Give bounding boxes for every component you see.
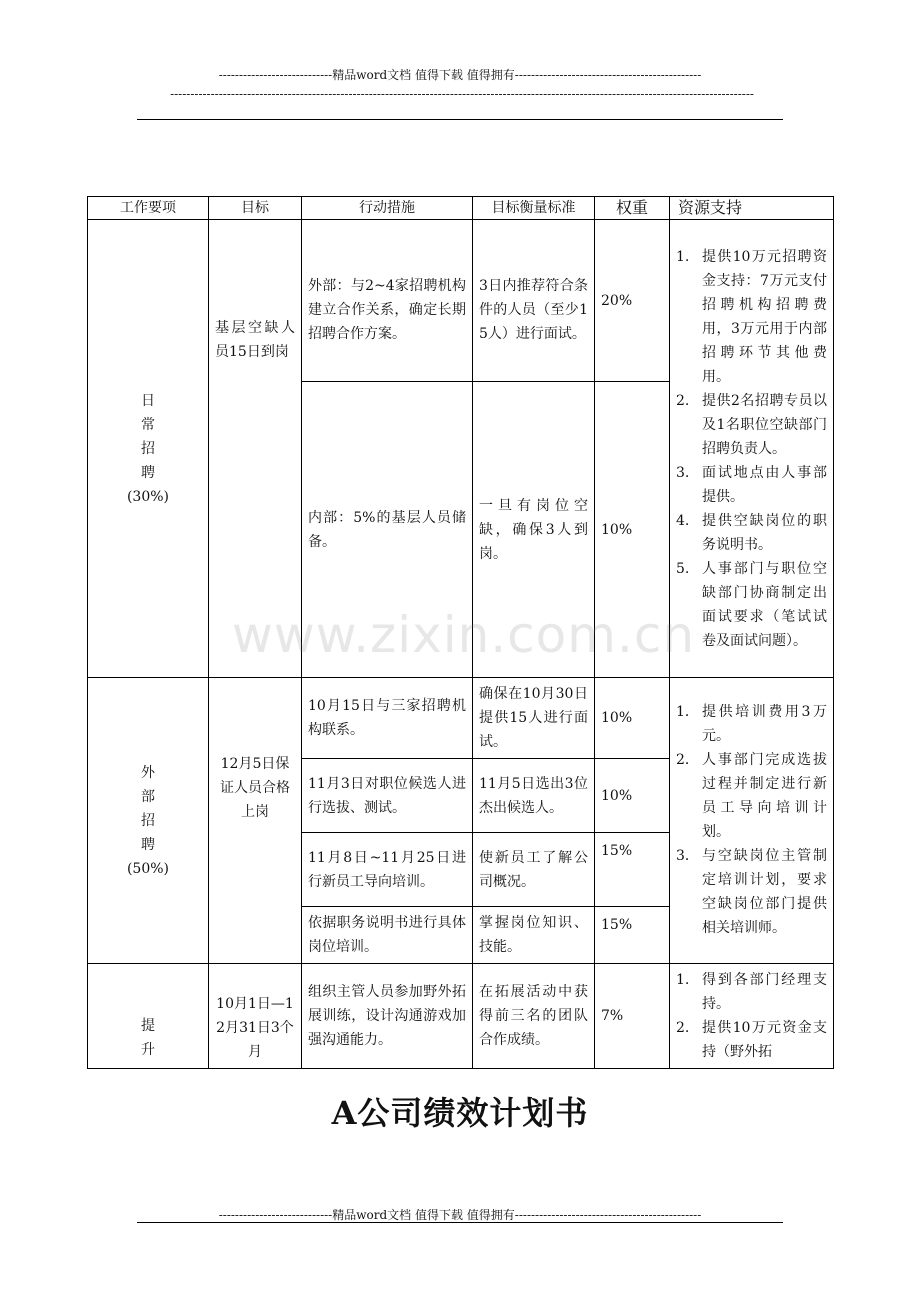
weight-cell: 15% (595, 907, 670, 964)
action-cell: 依据职务说明书进行具体岗位培训。 (302, 907, 473, 964)
category-char: 部 (141, 788, 155, 805)
footer-banner: ----------------------------精品word文档 值得下载 值得拥有---------------------------------------------- (218, 1208, 702, 1222)
list-item (676, 748, 827, 844)
action-cell: 组织主管人员参加野外拓展训练，设计沟通游戏加强沟通能力。 (302, 964, 473, 1069)
list-item (676, 844, 827, 940)
category-char: 日 (141, 392, 155, 409)
standard-cell: 11月5日选出3位杰出候选人。 (473, 759, 595, 833)
list-text: 人事部门与职位空缺部门协商制定出面试要求（笔试试卷及面试问题）。 (702, 560, 827, 649)
category-char: 升 (141, 1042, 155, 1058)
list-number: 2. (676, 392, 690, 409)
action-cell: 11月8日~11月25日进行新员工导向培训。 (302, 833, 473, 907)
standard-cell: 一旦有岗位空缺，确保3人到岗。 (473, 382, 595, 678)
goal-cell: 12月5日保证人员合格上岗 (209, 678, 302, 964)
list-item (676, 700, 827, 748)
list-number: 5. (676, 560, 690, 577)
list-item (676, 245, 827, 389)
category-char: 外 (141, 764, 155, 781)
category-cell (88, 964, 209, 1069)
col-header-actions: 行动措施 (302, 197, 473, 220)
resources-cell (670, 678, 834, 964)
list-item (676, 968, 827, 1016)
list-number: 2. (676, 1020, 690, 1036)
list-text: 提供10万元招聘资金支持：7万元支付招聘机构招聘费用，3万元用于内部招聘环节其他费用。 (702, 248, 827, 385)
category-cell (88, 678, 209, 964)
table-header-row (88, 197, 834, 220)
category-char: 招 (141, 440, 155, 457)
resources-list (676, 700, 827, 940)
goal-cell: 基层空缺人员15日到岗 (209, 220, 302, 678)
list-text: 提供10万元资金支持（野外拓 (702, 1020, 827, 1060)
standard-cell: 确保在10月30日提供15人进行面试。 (473, 678, 595, 759)
resources-list (676, 968, 827, 1064)
list-item (676, 1016, 827, 1064)
list-text: 提供2名招聘专员以及1名职位空缺部门招聘负责人。 (702, 392, 827, 457)
performance-plan-table (87, 196, 834, 1069)
list-text: 提供空缺岗位的职务说明书。 (702, 512, 827, 553)
category-char: 常 (141, 416, 155, 433)
standard-cell: 在拓展活动中获得前三名的团队合作成绩。 (473, 964, 595, 1069)
col-header-work-item: 工作要项 (88, 197, 209, 220)
weight-cell: 10% (595, 382, 670, 678)
list-text: 面试地点由人事部提供。 (702, 464, 827, 505)
list-text: 人事部门完成选拔过程并制定进行新员工导向培训计划。 (702, 751, 827, 840)
category-char: 提 (141, 1018, 155, 1034)
list-number: 4. (676, 512, 690, 529)
weight-cell: 10% (595, 759, 670, 833)
col-header-weight: 权重 (595, 197, 670, 220)
standard-cell: 3日内推荐符合条件的人员（至少15人）进行面试。 (473, 220, 595, 382)
weight-cell: 10% (595, 678, 670, 759)
list-number: 1. (676, 248, 690, 265)
goal-cell: 10月1日—12月31日3个月 (209, 964, 302, 1069)
list-number: 1. (676, 972, 690, 988)
header-rule (137, 119, 783, 120)
header-dash-line: ------------------------------------------------------------------------------------------------------------------------------------------------ (170, 87, 754, 101)
col-header-standard: 目标衡量标准 (473, 197, 595, 220)
action-cell: 11月3日对职位候选人进行选拔、测试。 (302, 759, 473, 833)
table-row (88, 964, 834, 1069)
list-item (676, 509, 827, 557)
category-char: 聘 (141, 464, 155, 481)
table-row (88, 678, 834, 759)
resources-list (676, 245, 827, 653)
category-char: 招 (141, 812, 155, 829)
standard-cell: 使新员工了解公司概况。 (473, 833, 595, 907)
list-item (676, 557, 827, 653)
list-item (676, 389, 827, 461)
document-title: A公司绩效计划书 (331, 1094, 589, 1132)
action-cell: 10月15日与三家招聘机构联系。 (302, 678, 473, 759)
category-char: 聘 (141, 836, 155, 853)
action-cell: 外部：与2~4家招聘机构建立合作关系，确定长期招聘合作方案。 (302, 220, 473, 382)
category-weight: (50%) (126, 860, 170, 877)
list-number: 1． (676, 703, 699, 720)
list-number: 2． (676, 751, 699, 768)
resources-cell (670, 220, 834, 678)
list-text: 提供培训费用3万元。 (702, 703, 827, 744)
weight-cell: 15% (595, 833, 670, 907)
list-number: 3． (676, 847, 699, 864)
footer-rule (137, 1222, 783, 1223)
resources-cell (670, 964, 834, 1069)
list-text: 得到各部门经理支持。 (702, 972, 827, 1012)
list-text: 与空缺岗位主管制定培训计划，要求空缺岗位部门提供相关培训师。 (702, 847, 827, 936)
watermark: www.zixin.com.cn (232, 606, 696, 664)
category-cell (88, 220, 209, 678)
category-weight: (30%) (126, 488, 170, 505)
list-number: 3. (676, 464, 690, 481)
col-header-resources: 资源支持 (670, 197, 834, 220)
weight-cell: 20% (595, 220, 670, 382)
header-banner: ----------------------------精品word文档 值得下载 值得拥有---------------------------------------------- (218, 68, 702, 82)
table-row (88, 220, 834, 382)
col-header-goal: 目标 (209, 197, 302, 220)
list-item (676, 461, 827, 509)
standard-cell: 掌握岗位知识、技能。 (473, 907, 595, 964)
weight-cell: 7% (595, 964, 670, 1069)
action-cell: 内部：5%的基层人员储备。 (302, 382, 473, 678)
